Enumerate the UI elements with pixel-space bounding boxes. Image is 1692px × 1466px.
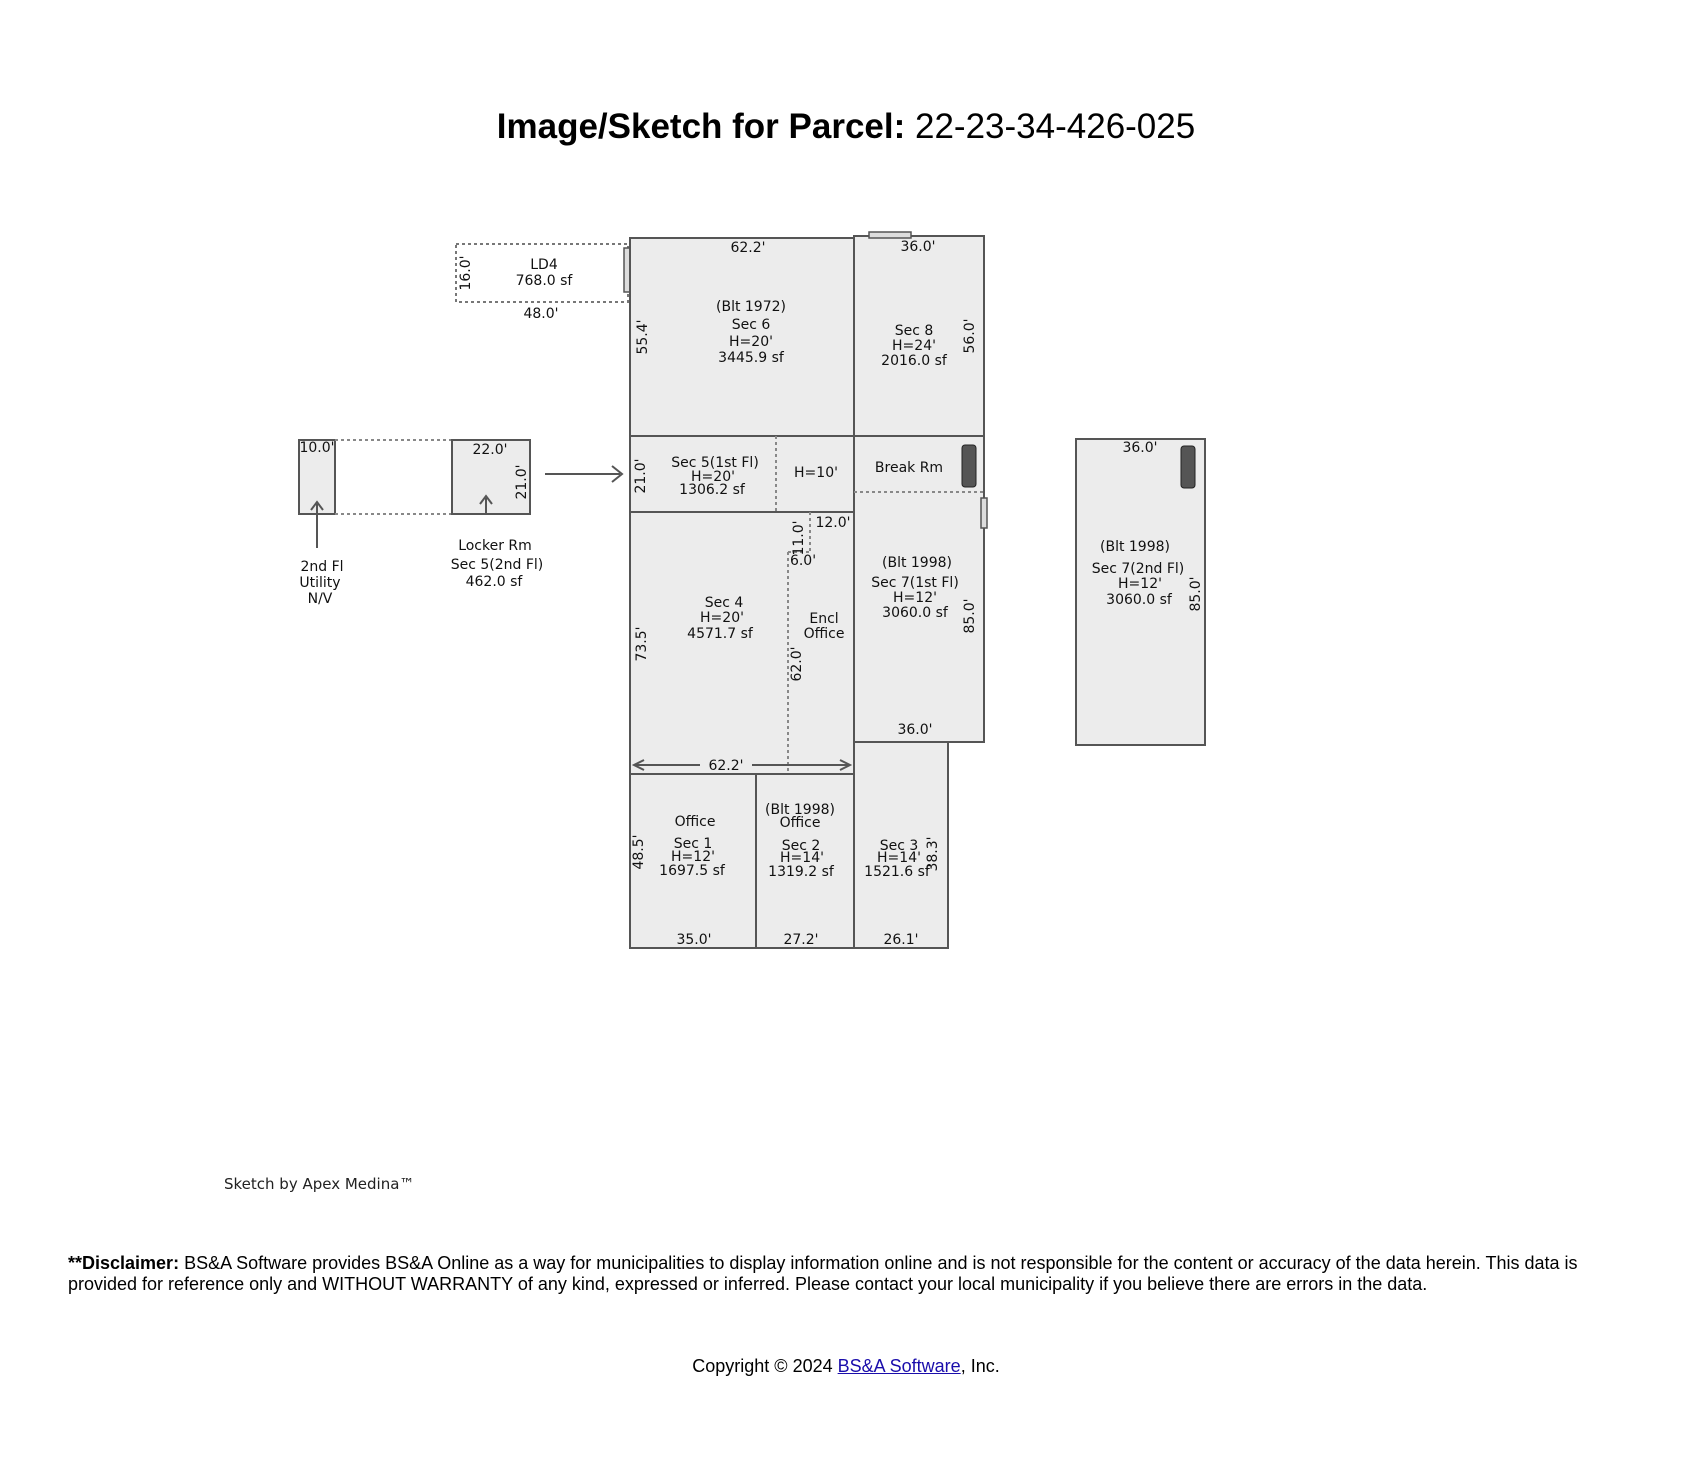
- copyright-suffix: , Inc.: [960, 1356, 1000, 1376]
- sec2-height: H=14': [780, 850, 824, 866]
- sec2-name: Sec 2: [781, 838, 821, 854]
- copyright-prefix: Copyright © 2024: [692, 1356, 838, 1376]
- disclaimer-text: BS&A Software provides BS&A Online as a way for municipalities to display information online and is not responsible for the content or accuracy of the data herein. This data is provided for reference only and WITHOUT WARRANTY of any kind, expressed or inferred. Please contact your local municipality if you believe there are errors in the data.: [68, 1253, 1578, 1294]
- sec2-built: (Blt 1998): [765, 802, 835, 818]
- sec5-dim-left: 21.0': [633, 458, 649, 494]
- locker-label-1: Locker Rm: [458, 538, 532, 554]
- sec6-area: 3445.9 sf: [718, 350, 784, 366]
- sec7-1st-built: (Blt 1998): [882, 555, 952, 571]
- sketch-credit: Sketch by Apex Medina™: [224, 1175, 415, 1193]
- locker-dim-right: 21.0': [514, 464, 530, 500]
- sec8-height: H=24': [892, 338, 936, 354]
- sec5-height: H=20': [691, 469, 735, 485]
- sec6-dim-left: 55.4': [635, 319, 651, 355]
- sec7-1st-dim-bottom: 36.0': [897, 722, 933, 738]
- sec3-area: 1521.6 sf: [864, 864, 930, 880]
- bsa-software-link[interactable]: BS&A Software: [837, 1356, 961, 1376]
- sec5-area: 1306.2 sf: [679, 482, 745, 498]
- sec3-height: H=14': [877, 850, 921, 866]
- sec7-1st-name: Sec 7(1st Fl): [871, 575, 959, 591]
- sec3-name: Sec 3: [879, 838, 919, 854]
- sec4-dim-left: 73.5': [634, 626, 650, 662]
- ld4-dim-bottom: 48.0': [523, 306, 559, 322]
- break-rm-label: Break Rm: [874, 460, 944, 476]
- sec7-1st-height: H=12': [893, 590, 937, 606]
- sec7-2nd-vending-icon: [1181, 446, 1195, 488]
- sec7-1st-dim-right: 85.0': [962, 598, 978, 634]
- sec7-2nd-dim-top: 36.0': [1122, 440, 1158, 456]
- utility-label-1: 2nd Fl: [300, 559, 344, 575]
- locker-dim-top: 22.0': [472, 442, 508, 458]
- sec1-name: Sec 1: [673, 836, 713, 852]
- sec7-2nd-built: (Blt 1998): [1100, 539, 1170, 555]
- encl-office-label-1: Encl: [809, 611, 839, 627]
- sec8-area: 2016.0 sf: [881, 353, 947, 369]
- sec4-dim-62: 62.0': [789, 646, 805, 682]
- sec7-2nd-name: Sec 7(2nd Fl): [1091, 561, 1185, 577]
- sec4-dim-12: 12.0': [815, 515, 851, 531]
- sec7-1st-door: [981, 498, 987, 528]
- locker-area: 462.0 sf: [465, 574, 523, 590]
- sec2-area: 1319.2 sf: [768, 864, 834, 880]
- utility-label-2: Utility: [299, 575, 341, 591]
- sec6-name: Sec 6: [731, 317, 771, 333]
- sec7-2nd-dim-right: 85.0': [1188, 576, 1204, 612]
- sec7-1st-area: 3060.0 sf: [882, 605, 948, 621]
- sec3-dim-right: 38.3': [925, 836, 941, 872]
- sec4-outline: [630, 512, 854, 774]
- disclaimer: [68, 1253, 1638, 1295]
- sec8-dim-right: 56.0': [962, 318, 978, 354]
- sec6-height: H=20': [729, 334, 773, 350]
- sec6-built: (Blt 1972): [716, 299, 786, 315]
- parcel-number: 22-23-34-426-025: [915, 107, 1196, 146]
- sec1-label: Office: [674, 814, 716, 830]
- sec3-dim-bottom: 26.1': [883, 932, 919, 948]
- sec4-dim-bottom: 62.2': [708, 758, 744, 774]
- sec7-2nd-area: 3060.0 sf: [1106, 592, 1172, 608]
- sec1-dim-bottom: 35.0': [676, 932, 712, 948]
- sec4-dim-11: 11.0': [791, 520, 807, 556]
- sec6-dim-top: 62.2': [730, 240, 766, 256]
- sec8-door: [869, 232, 911, 238]
- sec1-height: H=12': [671, 849, 715, 865]
- sec8-dim-top: 36.0': [900, 239, 936, 255]
- ld4-label: LD4: [530, 257, 558, 273]
- sec8-name: Sec 8: [894, 323, 934, 339]
- sec2-label: Office: [779, 815, 821, 831]
- sec4-height: H=20': [700, 610, 744, 626]
- sec5-sub-height: H=10': [794, 465, 838, 481]
- copyright: [0, 1355, 1692, 1377]
- locker-label-2: Sec 5(2nd Fl): [450, 557, 544, 573]
- sec2-dim-bottom: 27.2': [783, 932, 819, 948]
- sec7-2nd-height: H=12': [1118, 576, 1162, 592]
- sec1-area: 1697.5 sf: [659, 863, 725, 879]
- disclaimer-label: **Disclaimer:: [68, 1253, 180, 1273]
- sec5-name: Sec 5(1st Fl): [671, 455, 759, 471]
- page-title-label: Image/Sketch for Parcel:: [496, 107, 906, 146]
- utility-label-3: N/V: [307, 591, 333, 607]
- sec4-area: 4571.7 sf: [687, 626, 753, 642]
- sec4-name: Sec 4: [704, 595, 744, 611]
- sec1-dim-left: 48.5': [631, 834, 647, 870]
- sec4-dim-6: 6.0': [789, 553, 817, 569]
- encl-office-label-2: Office: [803, 626, 845, 642]
- utility-dim: 10.0': [299, 440, 335, 456]
- ld4-dim-side: 16.0': [458, 255, 474, 291]
- ld4-area: 768.0 sf: [515, 273, 573, 289]
- break-rm-vending-icon: [962, 445, 976, 487]
